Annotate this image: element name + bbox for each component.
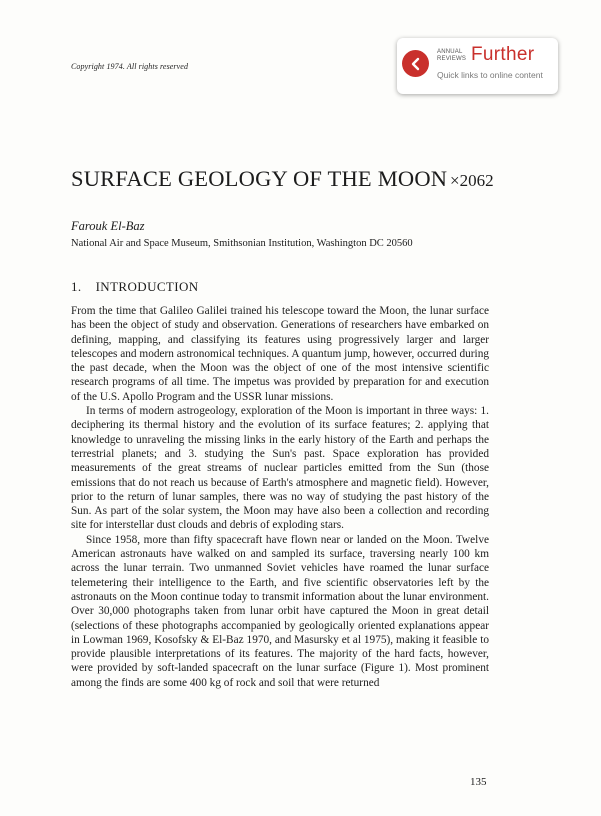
section-number: 1.: [71, 279, 82, 294]
further-links-badge[interactable]: [397, 38, 558, 94]
reviews-label: REVIEWS: [437, 56, 467, 62]
paragraph: From the time that Galileo Galilei trained his telescope toward the Moon, the lunar surface has been the object of study and observation. Generations of researchers have embarked on defining, mapping, and classifying its features using progressively larger and larger telescopes and modern astronomical techniques. A quantum jump, however, occurred during the past decade, when the Moon was the object of one of the most intensive scientific research programs of all time. The impetus was provided by preparation for and execution of the U.S. Apollo Program and the USSR lunar missions.: [71, 305, 489, 403]
arrow-left-icon[interactable]: [402, 50, 429, 77]
further-tagline[interactable]: Quick links to online content: [437, 70, 543, 80]
page-number: 135: [470, 776, 487, 788]
reference-number: ×2062: [450, 171, 494, 190]
article-body: [71, 304, 489, 690]
article-title: SURFACE GEOLOGY OF THE MOON: [71, 166, 448, 191]
annual-label: ANNUAL: [437, 49, 463, 55]
section-heading: [71, 279, 199, 295]
section-title: INTRODUCTION: [95, 279, 199, 294]
author-name: Farouk El-Baz: [71, 219, 145, 233]
author-affiliation: National Air and Space Museum, Smithsonian Institution, Washington DC 20560: [71, 238, 413, 249]
paragraph: In terms of modern astrogeology, exploration of the Moon is important in three ways: 1. deciphering its thermal history and the evolution of its surface features; 2. applying that knowledge to unraveling the missing links in the early history of the Earth and perhaps the terrestrial planets; and 3. studying the Sun's past. Space exploration has provided measurements of the great streams of nuclear particles emitted from the Sun (those emissions that do not reach us because of Earth's atmosphere and magnetic field). However, prior to the return of lunar samples, there was no way of studying the past history of the Sun. As part of the solar system, the Moon may have also been a collection and recording site for interstellar dust clouds and debris of exploding stars.: [71, 405, 489, 532]
paragraph: Since 1958, more than fifty spacecraft have flown near or landed on the Moon. Twelve American astronauts have walked on and sampled its surface, traversing nearly 100 km across the lunar terrain. Two unmanned Soviet vehicles have roamed the lunar surface telemetering their intelligence to the Earth, and five scientific observatories left by the astronauts on the Moon continue today to transmit information about the lunar environment. Over 30,000 photographs taken from lunar orbit have captured the Moon in great detail (selections of these photographs accompanied by geologically oriented explanations appear in Lowman 1969, Kosofsky & El-Baz 1970, and Masursky et al 1975), making it feasible to provide plausible interpretations of its features. The majority of the hard facts, however, were provided by soft-landed spacecraft on the lunar surface (Figure 1). Most prominent among the finds are some 400 kg of rock and soil that were returned: [71, 533, 489, 689]
copyright-notice: Copyright 1974. All rights reserved: [71, 62, 189, 71]
further-wordmark: Further: [471, 44, 535, 65]
